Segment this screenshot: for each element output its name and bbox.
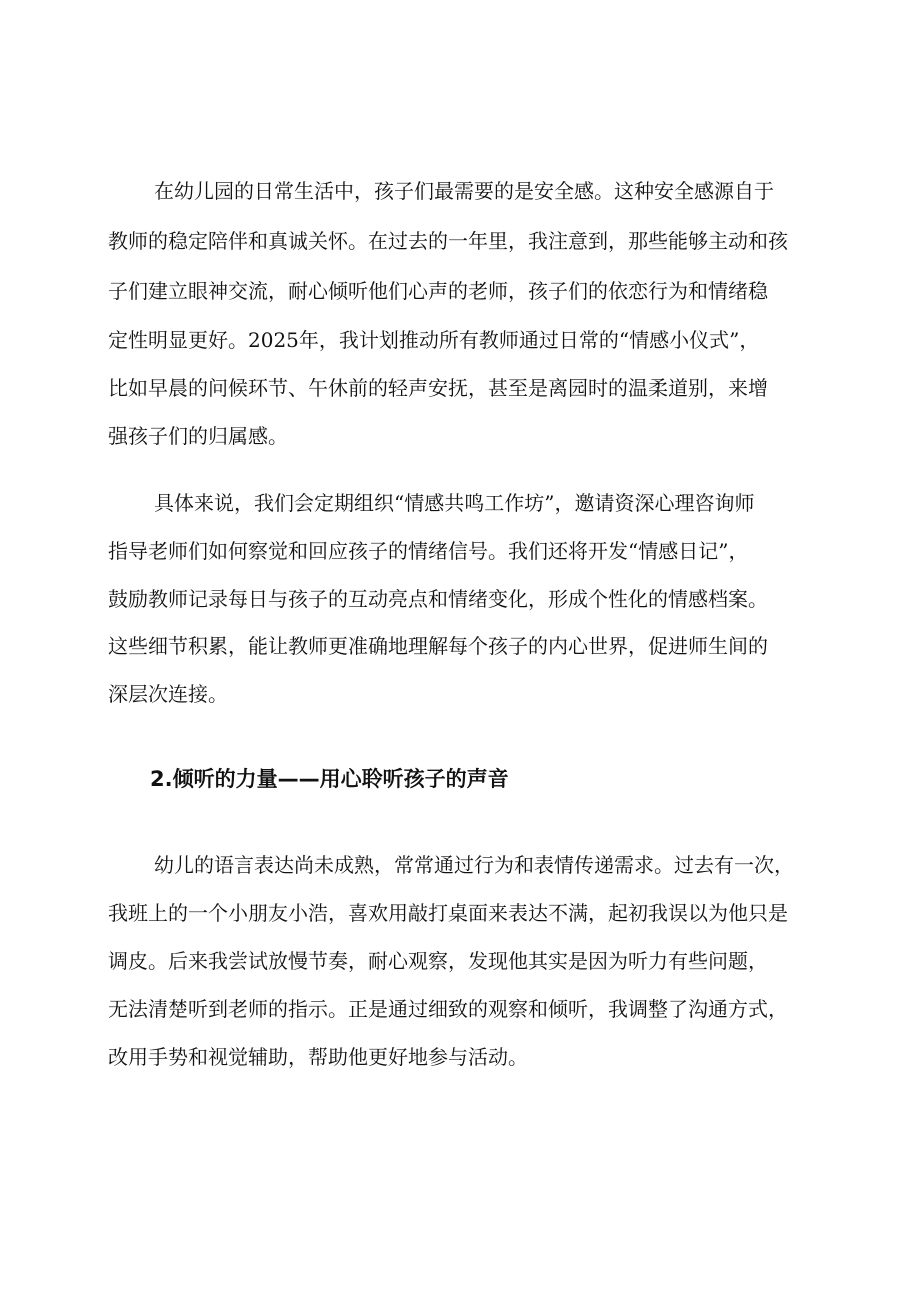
paragraph-line: 具体来说，我们会定期组织“情感共鸣工作坊”，邀请资深心理咨询师 [154,491,755,515]
paragraph-line: 这些细节积累，能让教师更准确地理解每个孩子的内心世界，促进师生间的 [108,634,768,658]
paragraph-line: 子们建立眼神交流，耐心倾听他们心声的老师，孩子们的依恋行为和情绪稳 [108,279,768,303]
paragraph-line: 我班上的一个小朋友小浩，喜欢用敲打桌面来表达不满，起初我误以为他只是 [108,901,788,925]
paragraph-line: 在幼儿园的日常生活中，孩子们最需要的是安全感。这种安全感源自于 [154,179,774,203]
paragraph-line: 强孩子们的归属感。 [108,424,288,448]
paragraph-line: 深层次连接。 [108,682,228,706]
paragraph-line: 鼓励教师记录每日与孩子的互动亮点和情绪变化，形成个性化的情感档案。 [108,587,768,611]
paragraph-line: 教师的稳定陪伴和真诚关怀。在过去的一年里，我注意到，那些能够主动和孩 [108,229,788,253]
paragraph-line: 调皮。后来我尝试放慢节奏，耐心观察，发现他其实是因为听力有些问题， [108,949,768,973]
paragraph-line: 定性明显更好。2025年，我计划推动所有教师通过日常的“情感小仪式”， [108,328,760,352]
paragraph-line: 无法清楚听到老师的指示。正是通过细致的观察和倾听，我调整了沟通方式， [108,997,788,1021]
section-heading: 2.倾听的力量——用心聆听孩子的声音 [150,767,509,791]
paragraph-line: 幼儿的语言表达尚未成熟，常常通过行为和表情传递需求。过去有一次， [154,853,794,877]
paragraph-line: 改用手势和视觉辅助，帮助他更好地参与活动。 [108,1045,528,1069]
paragraph-line: 比如早晨的问候环节、午休前的轻声安抚，甚至是离园时的温柔道别，来增 [108,376,768,400]
paragraph-line: 指导老师们如何察觉和回应孩子的情绪信号。我们还将开发“情感日记”， [108,539,749,563]
